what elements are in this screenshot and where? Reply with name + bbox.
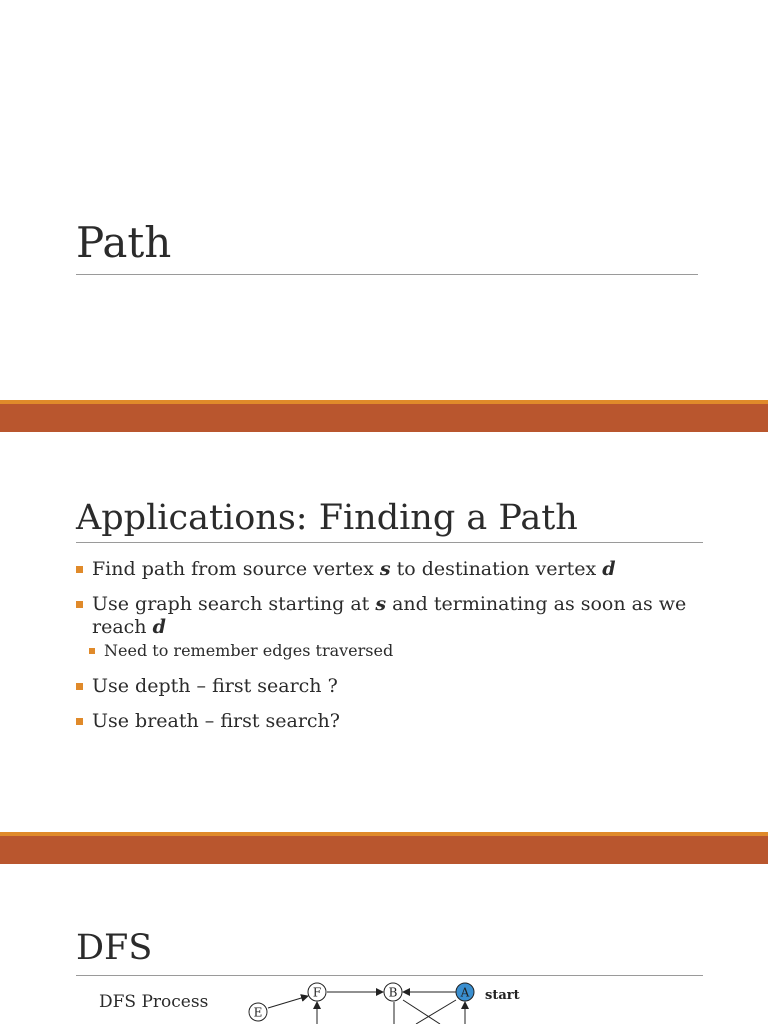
slide-title-heading: Path	[76, 218, 172, 267]
node-a	[456, 983, 474, 1001]
bullet-text: Find path from source vertex	[92, 558, 380, 580]
slide-heading: DFS	[76, 928, 153, 968]
bullet-text: to destination vertex	[390, 558, 603, 580]
bullet-item	[76, 593, 696, 639]
node-e	[249, 1003, 267, 1021]
bullet-item: Use depth – first search ?	[76, 675, 696, 698]
variable-s: s	[375, 593, 387, 615]
node-f	[308, 983, 326, 1001]
node-b	[384, 983, 402, 1001]
node-label: A	[460, 985, 470, 1000]
bullet-text: Use graph search starting at	[92, 593, 376, 615]
variable-s: s	[379, 558, 391, 580]
slide-divider	[0, 400, 768, 432]
bullet-list	[76, 558, 696, 745]
dfs-graph	[0, 864, 768, 1024]
slide-applications	[0, 432, 768, 832]
title-underline	[76, 274, 698, 275]
variable-d: d	[152, 616, 166, 638]
edge-e-f	[268, 996, 308, 1008]
slide-title	[0, 0, 768, 400]
sub-bullet-item: Need to remember edges traversed	[76, 641, 696, 661]
bullet-item: Use breath – first search?	[76, 710, 696, 733]
node-label: F	[312, 985, 322, 1000]
node-label: E	[253, 1005, 263, 1020]
slide-dfs	[0, 864, 768, 1024]
slide-divider	[0, 832, 768, 864]
start-label: start	[485, 988, 520, 1003]
variable-d: d	[602, 558, 616, 580]
heading-underline	[76, 542, 703, 543]
slide-heading: Applications: Finding a Path	[76, 498, 578, 538]
bullet-text: and terminating as soon as we reach	[92, 593, 687, 638]
dfs-process-label: DFS Process	[99, 992, 209, 1012]
node-label: B	[388, 985, 398, 1000]
bullet-item	[76, 558, 696, 581]
